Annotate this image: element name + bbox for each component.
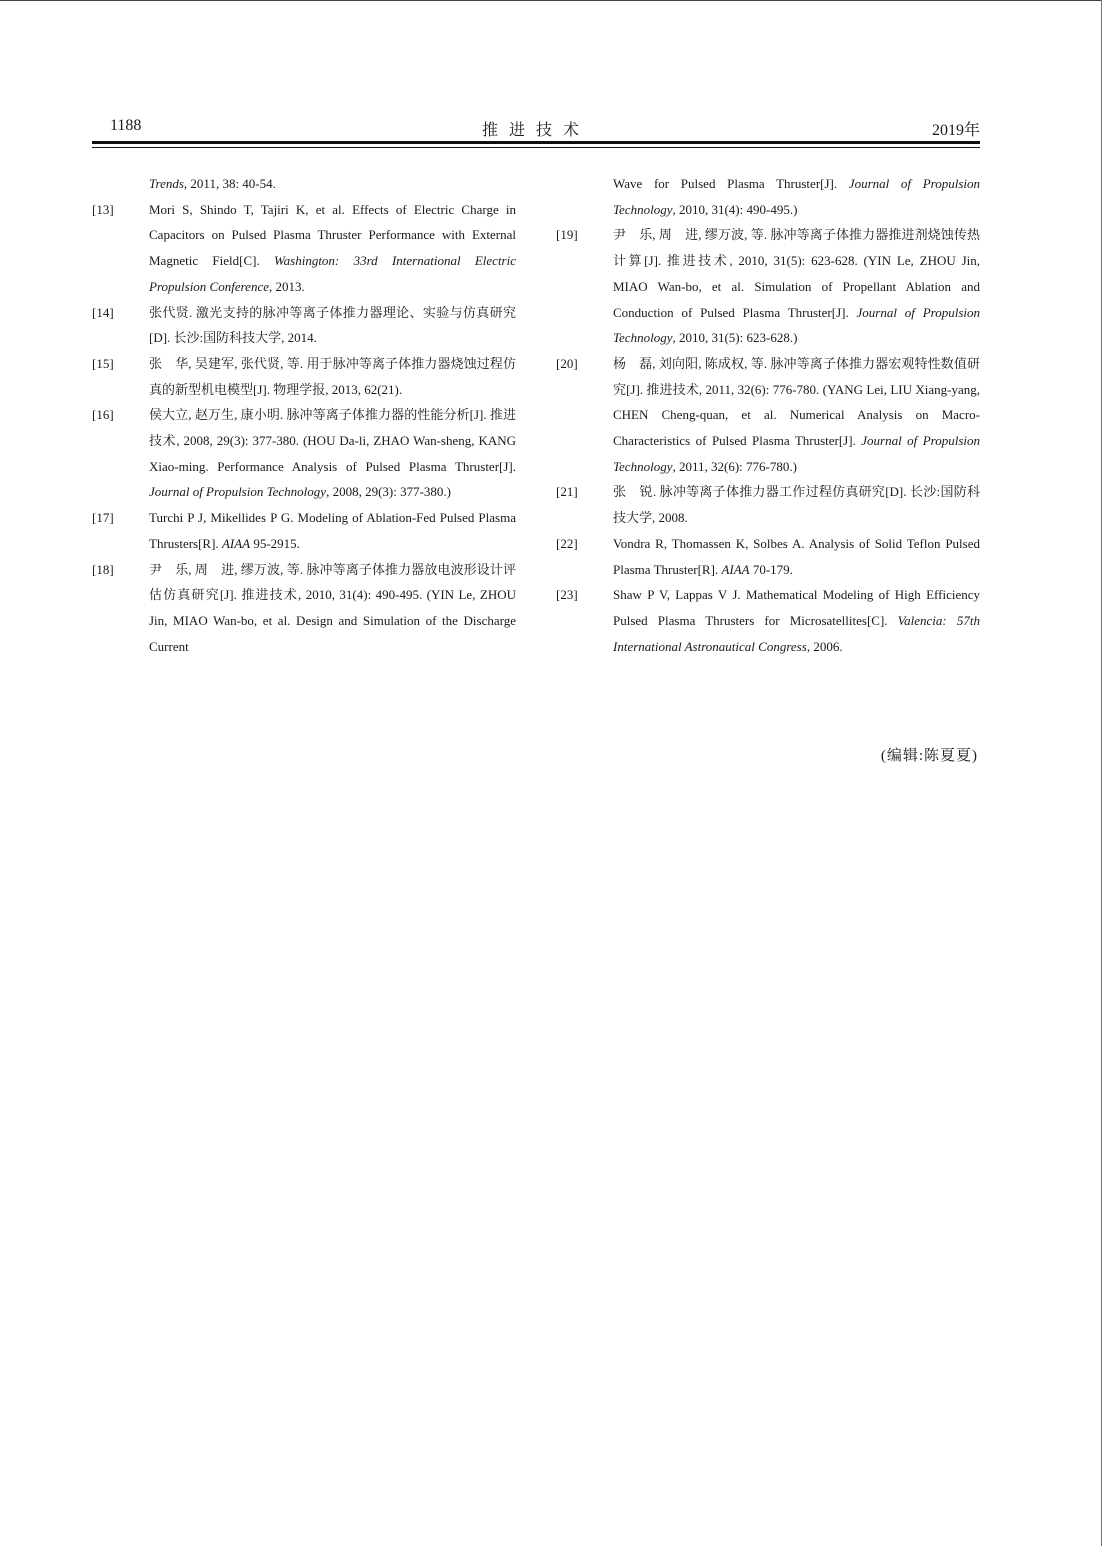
reference-number: [22] — [556, 535, 578, 551]
reference-entry — [556, 582, 980, 659]
reference-segment: 侯大立, 赵万生, 康小明. 脉冲等离子体推力器的性能分析[J]. 推进技术, 2008, 29(3): 377-380. (HOU Da-li, ZHAO Wan-sheng, KANG Xiao-ming. Performance Analysis of Pulsed Plasma Thruster[J]. — [149, 407, 516, 474]
reference-italic-segment: AIAA — [221, 535, 251, 551]
reference-segment: 70-179. — [749, 561, 793, 577]
reference-text — [613, 582, 980, 659]
reference-segment: Turchi P J, Mikellides P G. Modeling of Ablation-Fed Pulsed Plasma Thrusters[R]. — [149, 510, 516, 551]
header-rule-thick — [92, 141, 980, 144]
reference-segment: Wave for Pulsed Plasma Thruster[J]. — [613, 176, 849, 191]
reference-text — [149, 557, 516, 660]
reference-text — [149, 402, 516, 505]
reference-entry — [92, 171, 516, 197]
reference-text — [149, 171, 516, 197]
reference-entry — [92, 300, 516, 351]
reference-text — [149, 505, 516, 556]
reference-text — [149, 300, 516, 351]
editor-note: (编辑:陈夏夏) — [880, 748, 978, 764]
reference-segment: , 2013. — [269, 278, 305, 294]
reference-number: [17] — [92, 510, 114, 526]
reference-number: [13] — [92, 201, 114, 217]
reference-segment: , 2006. — [806, 638, 843, 654]
reference-text — [613, 171, 980, 222]
reference-segment: Shaw P V, Lappas V J. Mathematical Modeling of High Efficiency Pulsed Plasma Thrusters for Microsatellites[C]. — [613, 587, 980, 628]
reference-number: [23] — [556, 587, 578, 603]
reference-number: [14] — [92, 304, 114, 320]
reference-segment: 95-2915. — [250, 535, 300, 551]
reference-segment: 张 锐. 脉冲等离子体推力器工作过程仿真研究[D]. 长沙:国防科技大学, 2008. — [613, 484, 980, 526]
reference-segment: 张代贤. 激光支持的脉冲等离子体推力器理论、实验与仿真研究[D]. 长沙:国防科技大学, 2014. — [149, 304, 516, 346]
reference-entry — [92, 197, 516, 300]
reference-italic-segment: Journal of Propulsion Technology — [613, 433, 980, 474]
reference-number: [18] — [92, 561, 114, 577]
reference-text — [149, 197, 516, 300]
reference-number: [16] — [92, 407, 114, 423]
reference-italic-segment: Journal of Propulsion Technology — [149, 484, 327, 500]
reference-segment: Mori S, Shindo T, Tajiri K, et al. Effects of Electric Charge in Capacitors on Pulsed Plasma Thruster Performance with External Magnetic Field[C]. — [149, 201, 516, 269]
reference-segment: 尹 乐, 周 进, 缪万波, 等. 脉冲等离子体推力器推进剂烧蚀传热计算[J]. 推进技术, 2010, 31(5): 623-628. (YIN Le, ZHOU Jin, MIAO Wan-bo, et al. Simulation of Propellant Ablation and Conduction of Pulsed Plasma Thruster[J]. — [613, 227, 980, 320]
reference-number: [19] — [556, 227, 578, 243]
reference-entry — [92, 402, 516, 505]
reference-text — [613, 479, 980, 530]
issue-year: 2019年 — [931, 122, 980, 139]
reference-entry — [92, 505, 516, 556]
reference-italic-segment: Valencia: 57th International Astronautical Congress — [613, 612, 980, 654]
reference-entry — [92, 351, 516, 402]
reference-italic-segment: Journal of Propulsion Technology — [613, 304, 980, 346]
reference-entry — [556, 171, 980, 222]
reference-segment: , 2011, 32(6): 776-780.) — [672, 458, 797, 474]
reference-entry — [556, 351, 980, 480]
header-rule-thin — [92, 147, 980, 148]
page-border-top — [0, 0, 1102, 1]
reference-segment: , 2010, 31(4): 490-495.) — [672, 201, 798, 217]
reference-number: [21] — [556, 484, 578, 500]
reference-entry — [556, 479, 980, 530]
reference-text — [613, 222, 980, 351]
reference-number: [20] — [556, 355, 578, 371]
running-header — [92, 117, 980, 141]
reference-italic-segment: AIAA — [721, 561, 750, 577]
reference-text — [149, 351, 516, 402]
reference-column-left — [92, 171, 516, 659]
reference-segment: 张 华, 吴建军, 张代贤, 等. 用于脉冲等离子体推力器烧蚀过程仿真的新型机电模型[J]. 物理学报, 2013, 62(21). — [149, 355, 516, 397]
reference-segment: 尹 乐, 周 进, 缪万波, 等. 脉冲等离子体推力器放电波形设计评估仿真研究[J]. 推进技术, 2010, 31(4): 490-495. (YIN Le, ZHOU Jin, MIAO Wan-bo, et al. Design and Simulation of the Discharge Current — [149, 561, 516, 654]
reference-text — [613, 351, 980, 480]
reference-italic-segment: Trends — [149, 176, 184, 191]
reference-column-right — [556, 171, 980, 659]
reference-segment: , 2011, 38: 40-54. — [183, 176, 276, 191]
reference-segment: 杨 磊, 刘向阳, 陈成权, 等. 脉冲等离子体推力器宏观特性数值研究[J]. 推进技术, 2011, 32(6): 776-780. (YANG Lei, LIU Xiang-yang, CHEN Cheng-quan, et al. Numerical Analysis on Macro-Characteristics of Pulsed Plasma Thruster[J]. — [613, 355, 980, 449]
reference-italic-segment: Washington: 33rd International Electric Propulsion Conference — [149, 253, 517, 294]
reference-segment: , 2008, 29(3): 377-380.) — [326, 484, 451, 500]
reference-entry — [92, 557, 516, 660]
page-number: 1188 — [110, 117, 142, 134]
reference-text — [613, 531, 980, 582]
reference-entry — [556, 222, 980, 351]
reference-italic-segment: Journal of Propulsion Technology — [613, 176, 980, 217]
reference-segment: , 2010, 31(5): 623-628.) — [672, 330, 798, 346]
journal-name: 推进技术 — [481, 122, 590, 139]
reference-entry — [556, 531, 980, 582]
reference-number: [15] — [92, 355, 114, 371]
reference-segment: Vondra R, Thomassen K, Solbes A. Analysis of Solid Teflon Pulsed Plasma Thruster[R]. — [613, 535, 980, 577]
